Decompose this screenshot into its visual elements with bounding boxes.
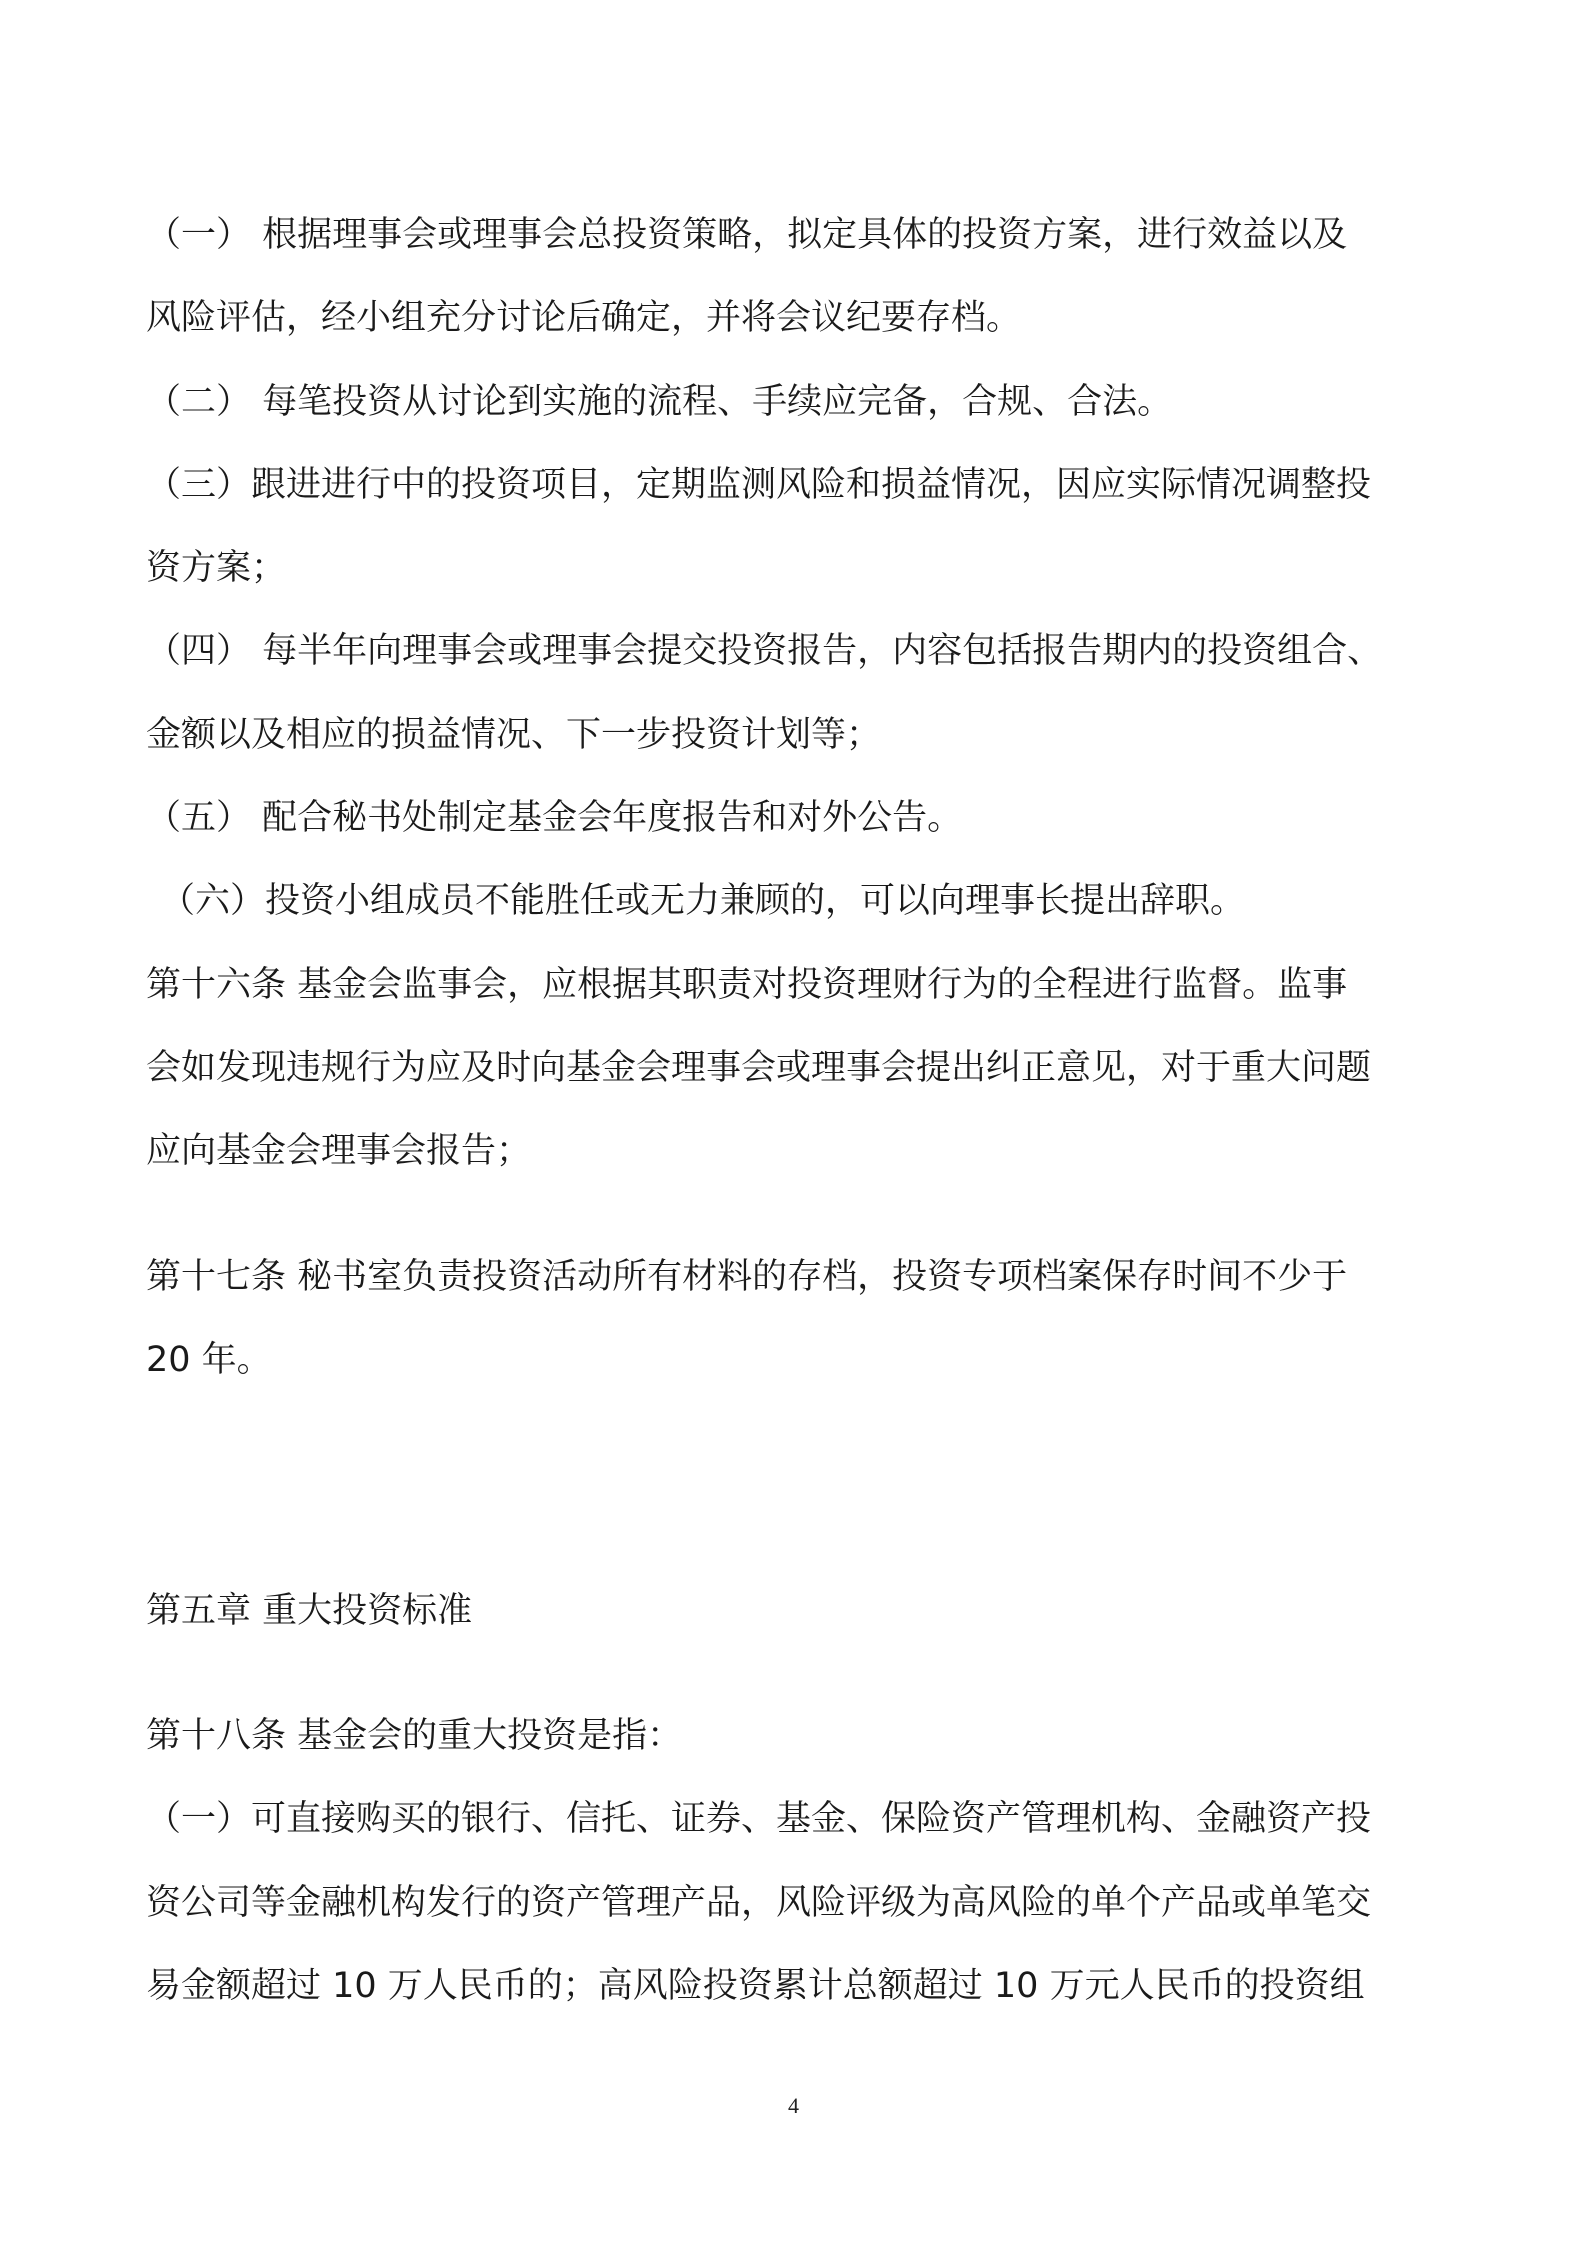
paragraph-line: 20 年。: [146, 1340, 272, 1380]
paragraph-line: 易金额超过 10 万人民币的；高风险投资累计总额超过 10 万元人民币的投资组: [146, 1966, 1365, 2006]
paragraph-line: （四） 每半年向理事会或理事会提交投资报告，内容包括报告期内的投资组合、: [146, 631, 1383, 671]
paragraph-line: 风险评估，经小组充分讨论后确定，并将会议纪要存档。: [146, 298, 1022, 338]
article-17-line: 第十七条 秘书室负责投资活动所有材料的存档，投资专项档案保存时间不少于: [146, 1257, 1348, 1297]
page-number: 4: [788, 2093, 799, 2118]
article-18-line: 第十八条 基金会的重大投资是指：: [146, 1716, 683, 1756]
paragraph-line: 资方案；: [146, 548, 287, 588]
article-16-line: 第十六条 基金会监事会，应根据其职责对投资理财行为的全程进行监督。监事: [146, 965, 1348, 1005]
paragraph-line: 金额以及相应的损益情况、下一步投资计划等；: [146, 715, 882, 755]
paragraph-line: （一）可直接购买的银行、信托、证券、基金、保险资产管理机构、金融资产投: [146, 1799, 1372, 1839]
paragraph-line: （二） 每笔投资从讨论到实施的流程、手续应完备，合规、合法。: [146, 382, 1173, 422]
paragraph-line: 会如发现违规行为应及时向基金会理事会或理事会提出纠正意见，对于重大问题: [146, 1048, 1372, 1088]
chapter-heading: 第五章 重大投资标准: [146, 1591, 473, 1631]
paragraph-line: 应向基金会理事会报告；: [146, 1131, 532, 1171]
paragraph-line: （一） 根据理事会或理事会总投资策略，拟定具体的投资方案，进行效益以及: [146, 215, 1348, 255]
paragraph-line: 资公司等金融机构发行的资产管理产品，风险评级为高风险的单个产品或单笔交: [146, 1883, 1372, 1923]
paragraph-line: （六）投资小组成员不能胜任或无力兼顾的，可以向理事长提出辞职。: [160, 881, 1246, 921]
paragraph-line: （三）跟进进行中的投资项目，定期监测风险和损益情况，因应实际情况调整投: [146, 465, 1372, 505]
paragraph-line: （五） 配合秘书处制定基金会年度报告和对外公告。: [146, 798, 963, 838]
